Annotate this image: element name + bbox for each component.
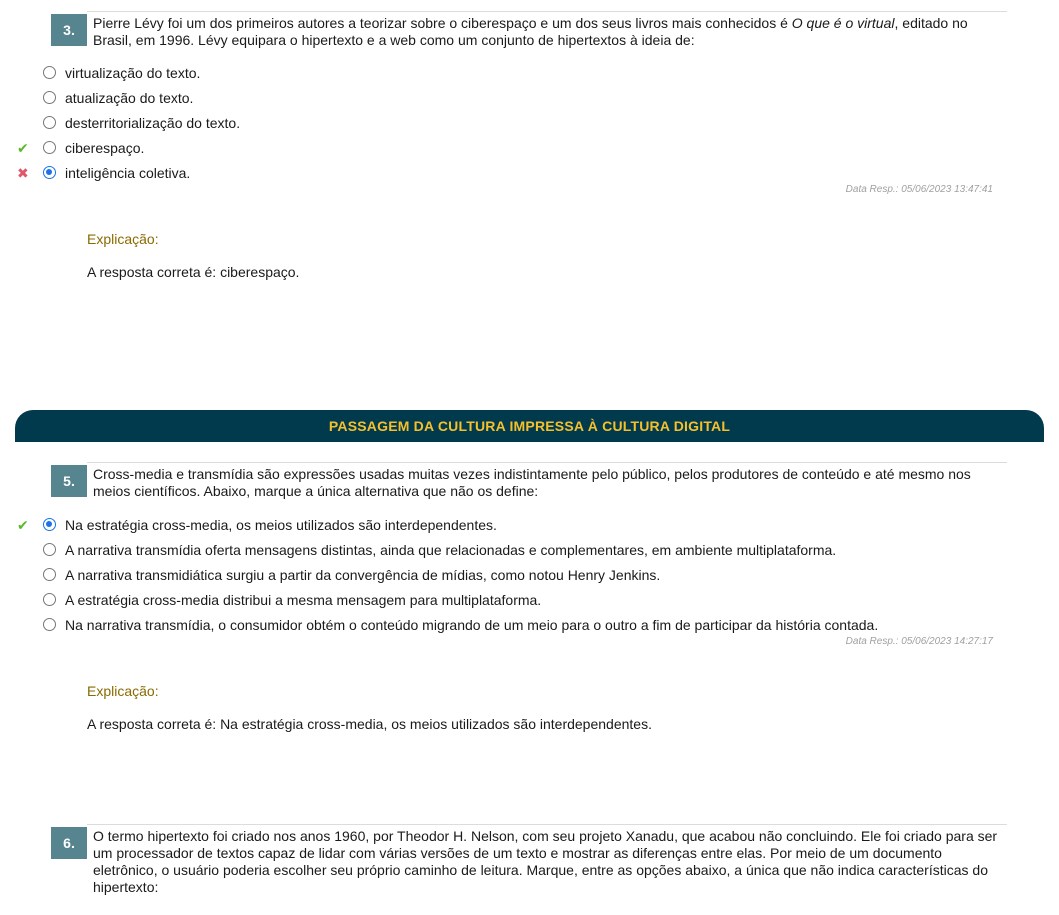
radio-button[interactable] [43,593,56,606]
option[interactable] [51,60,1007,85]
option-label: A estratégia cross-media distribui a mesma mensagem para multiplataforma. [65,591,542,608]
x-icon: ✖ [17,165,29,181]
option[interactable] [51,537,1007,562]
option[interactable] [51,562,1007,587]
answer-date: Data Resp.: 05/06/2023 14:27:17 [845,636,993,647]
explanation-text: A resposta correta é: Na estratégia cross-media, os meios utilizados são interdependentes. [87,716,652,732]
question-text: O termo hipertexto foi criado nos anos 1960, por Theodor H. Nelson, com seu projeto Xanadu, que acabou não concluindo. Ele foi criado para ser um processador de textos capaz de lidar com várias versões de um texto e mostrar as diferenças entre elas. Por meio de um documento eletrônico, o usuário poderia escolher seu próprio caminho de leitura. Marque, entre as opções abaixo, a única que não indica características do hipertexto: [93,828,998,895]
option-label: A narrativa transmídia oferta mensagens distintas, ainda que relacionadas e complementares, em ambiente multiplataforma. [65,541,837,558]
radio-button[interactable] [43,66,56,79]
question-number: 5. [51,465,87,497]
explanation-title: Explicação: [87,683,159,699]
option[interactable] [17,512,1007,537]
radio-button-selected[interactable] [43,166,56,179]
question-number: 6. [51,827,87,859]
explanation-title: Explicação: [87,231,159,247]
option[interactable] [51,85,1007,110]
options-list [17,60,1007,185]
radio-button[interactable] [43,618,56,631]
question-text: Cross-media e transmídia são expressões usadas muitas vezes indistintamente pelo público, pelos produtores de conteúdo e até mesmo nos meios científicos. Abaixo, marque a única alternativa que não os define: [93,466,971,499]
option-label: atualização do texto. [65,89,194,106]
option-label: Na narrativa transmídia, o consumidor obtém o conteúdo migrando de um meio para o outro a fim de participar da história contada. [65,616,879,633]
option-label: inteligência coletiva. [65,164,191,181]
option-label: A narrativa transmidiática surgiu a partir da convergência de mídias, como notou Henry Jenkins. [65,566,661,583]
radio-button-selected[interactable] [43,518,56,531]
radio-button[interactable] [43,141,56,154]
question-3 [17,11,1007,280]
radio-button[interactable] [43,116,56,129]
option-label: ciberespaço. [65,139,145,156]
section-banner: PASSAGEM DA CULTURA IMPRESSA À CULTURA DIGITAL [15,410,1044,442]
radio-button[interactable] [43,91,56,104]
option-label: Na estratégia cross-media, os meios utilizados são interdependentes. [65,516,497,533]
question-5 [17,462,1007,732]
option-label: desterritorialização do texto. [65,114,241,131]
option-label: virtualização do texto. [65,64,201,81]
check-icon: ✔ [17,140,29,156]
book-title: O que é o virtual [791,15,895,31]
question-number: 3. [51,14,87,46]
question-text: Pierre Lévy foi um dos primeiros autores a teorizar sobre o ciberespaço e um dos seus livros mais conhecidos é O que é o virtual, editado no Brasil, em 1996. Lévy equipara o hipertexto e a web como um conjunto de hipertextos à ideia de: [93,15,968,48]
explanation-text: A resposta correta é: ciberespaço. [87,264,300,280]
check-icon: ✔ [17,517,29,533]
option[interactable] [17,160,1007,185]
option[interactable] [51,110,1007,135]
radio-button[interactable] [43,543,56,556]
radio-button[interactable] [43,568,56,581]
option[interactable] [51,587,1007,612]
option[interactable] [17,135,1007,160]
options-list [17,512,1007,637]
answer-date: Data Resp.: 05/06/2023 13:47:41 [845,184,993,195]
option[interactable] [51,612,1007,637]
question-6 [51,824,1007,896]
